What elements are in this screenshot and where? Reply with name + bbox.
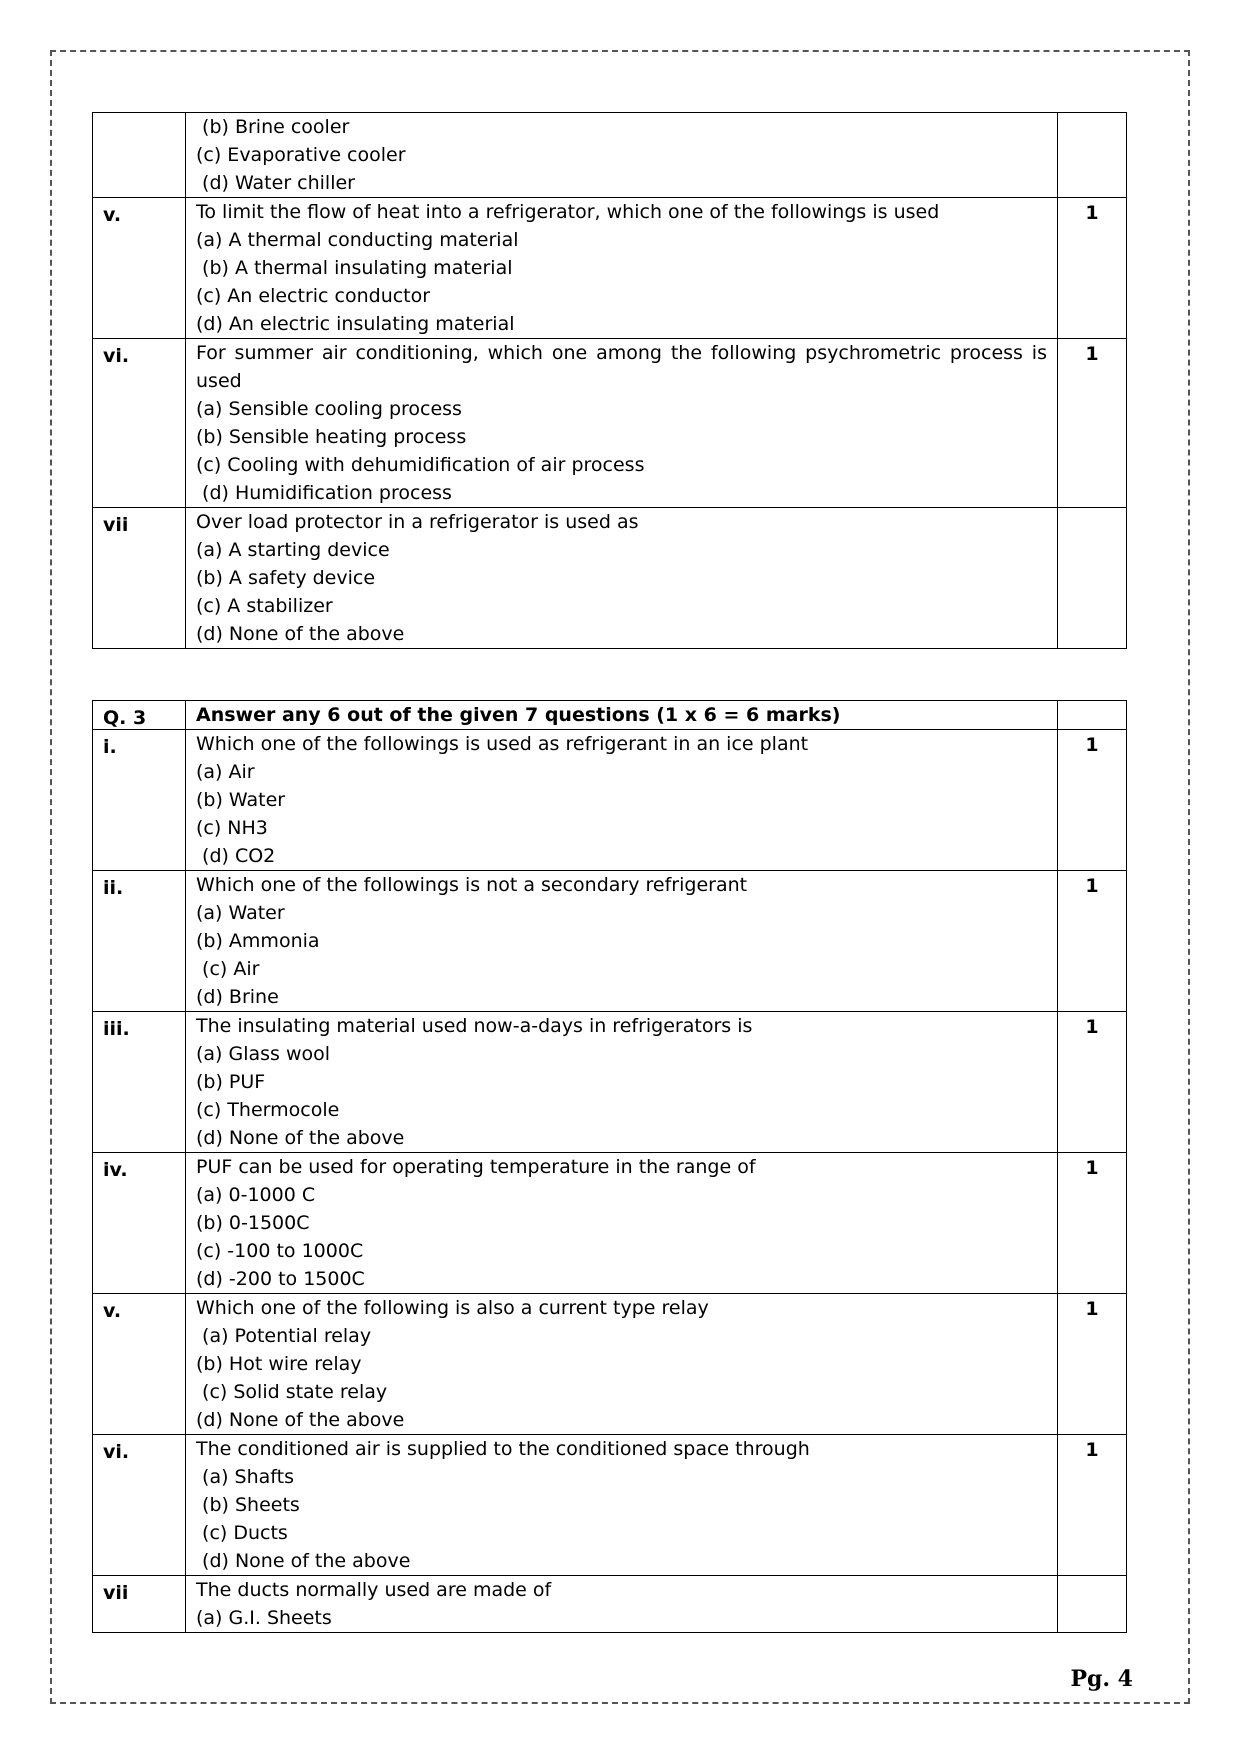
question-row [93,871,1127,1012]
question-text [186,339,1058,508]
question-number: v. [93,198,186,339]
question-number: vii [93,508,186,649]
question-row [93,730,1127,871]
question-table-q3 [92,700,1127,1633]
question-row [93,339,1127,508]
question-row [93,1294,1127,1435]
question-text [186,1153,1058,1294]
option-text: (b) Sensible heating process [196,426,467,448]
option-text: (d) CO2 [196,845,276,867]
question-number: ii. [93,871,186,1012]
option-text: (c) Solid state relay [196,1381,388,1403]
question-number: iii. [93,1012,186,1153]
option-text: (c) Thermocole [196,1099,340,1121]
option-text: (a) Shafts [196,1466,294,1488]
option-text: (c) -100 to 1000C [196,1240,364,1262]
marks-cell [1058,113,1127,198]
marks-cell [1058,1576,1127,1633]
option-text: (d) None of the above [196,1409,405,1431]
marks-cell: 1 [1058,339,1127,508]
option-text: (d) Humidification process [196,482,452,504]
option-text: (b) 0-1500C [196,1212,310,1234]
option-text: (a) Glass wool [196,1043,331,1065]
option-text: (d) None of the above [196,623,405,645]
option-text: (d) An electric insulating material [196,313,515,335]
question-text [186,1435,1058,1576]
question-number: vi. [93,1435,186,1576]
marks-cell: 1 [1058,1153,1127,1294]
option-text: (b) Ammonia [196,930,320,952]
marks-cell: 1 [1058,1012,1127,1153]
option-text: (a) Water [196,902,285,924]
option-text: (b) Water [196,789,286,811]
option-text: (c) An electric conductor [196,285,431,307]
marks-cell [1058,508,1127,649]
option-text: (d) None of the above [196,1550,411,1572]
section-title: Answer any 6 out of the given 7 questions (1 x 6 = 6 marks) [186,701,1058,730]
question-stem: The ducts normally used are made of [196,1579,552,1601]
question-number: v. [93,1294,186,1435]
marks-cell: 1 [1058,198,1127,339]
question-text [186,730,1058,871]
option-text: (a) 0-1000 C [196,1184,316,1206]
option-text: (d) -200 to 1500C [196,1268,365,1290]
marks-cell: 1 [1058,1294,1127,1435]
option-text: (a) A thermal conducting material [196,229,519,251]
question-text [186,198,1058,339]
marks-cell: 1 [1058,1435,1127,1576]
question-text [186,1294,1058,1435]
question-row [93,1153,1127,1294]
question-text [186,871,1058,1012]
option-text: (a) A starting device [196,539,390,561]
option-text: (c) Ducts [196,1522,288,1544]
section-header-row [93,701,1127,730]
option-text: (c) NH3 [196,817,268,839]
question-row [93,1012,1127,1153]
question-stem: Which one of the following is also a current type relay [196,1297,709,1319]
marks-cell: 1 [1058,871,1127,1012]
question-row [93,113,1127,198]
option-text: (c) Cooling with dehumidification of air process [196,454,645,476]
option-text: (d) Water chiller [196,172,355,194]
option-text: (b) Hot wire relay [196,1353,362,1375]
option-text: (d) None of the above [196,1127,405,1149]
marks-cell [1058,701,1127,730]
question-stem: PUF can be used for operating temperature in the range of [196,1156,756,1178]
option-text: (c) A stabilizer [196,595,333,617]
question-text [186,1012,1058,1153]
option-text: (b) A thermal insulating material [196,257,513,279]
question-number [93,113,186,198]
option-text: (c) Evaporative cooler [196,144,406,166]
option-text: (a) G.I. Sheets [196,1607,332,1629]
option-text: (a) Sensible cooling process [196,398,462,420]
page-number: Pg. 4 [1070,1666,1133,1692]
question-row [93,1576,1127,1633]
option-text: (a) Air [196,761,255,783]
question-row [93,508,1127,649]
option-text: (a) Potential relay [196,1325,372,1347]
question-stem: For summer air conditioning, which one among the following psychrometric process is used [196,342,1047,392]
question-number: iv. [93,1153,186,1294]
section-number: Q. 3 [93,701,186,730]
question-stem: The conditioned air is supplied to the conditioned space through [196,1438,810,1460]
question-text [186,113,1058,198]
question-table-q2-continued [92,112,1127,649]
question-number: vii [93,1576,186,1633]
option-text: (d) Brine [196,986,279,1008]
question-stem: The insulating material used now-a-days in refrigerators is [196,1015,753,1037]
option-text: (b) PUF [196,1071,266,1093]
question-text [186,1576,1058,1633]
question-row [93,1435,1127,1576]
question-stem: Which one of the followings is used as refrigerant in an ice plant [196,733,809,755]
question-number: vi. [93,339,186,508]
marks-cell: 1 [1058,730,1127,871]
option-text: (c) Air [196,958,260,980]
question-stem: Over load protector in a refrigerator is used as [196,511,639,533]
option-text: (b) A safety device [196,567,376,589]
option-text: (b) Sheets [196,1494,300,1516]
question-number: i. [93,730,186,871]
question-row [93,198,1127,339]
question-text [186,508,1058,649]
option-text: (b) Brine cooler [196,116,350,138]
question-stem: Which one of the followings is not a secondary refrigerant [196,874,748,896]
question-stem: To limit the flow of heat into a refrigerator, which one of the followings is used [196,201,940,223]
